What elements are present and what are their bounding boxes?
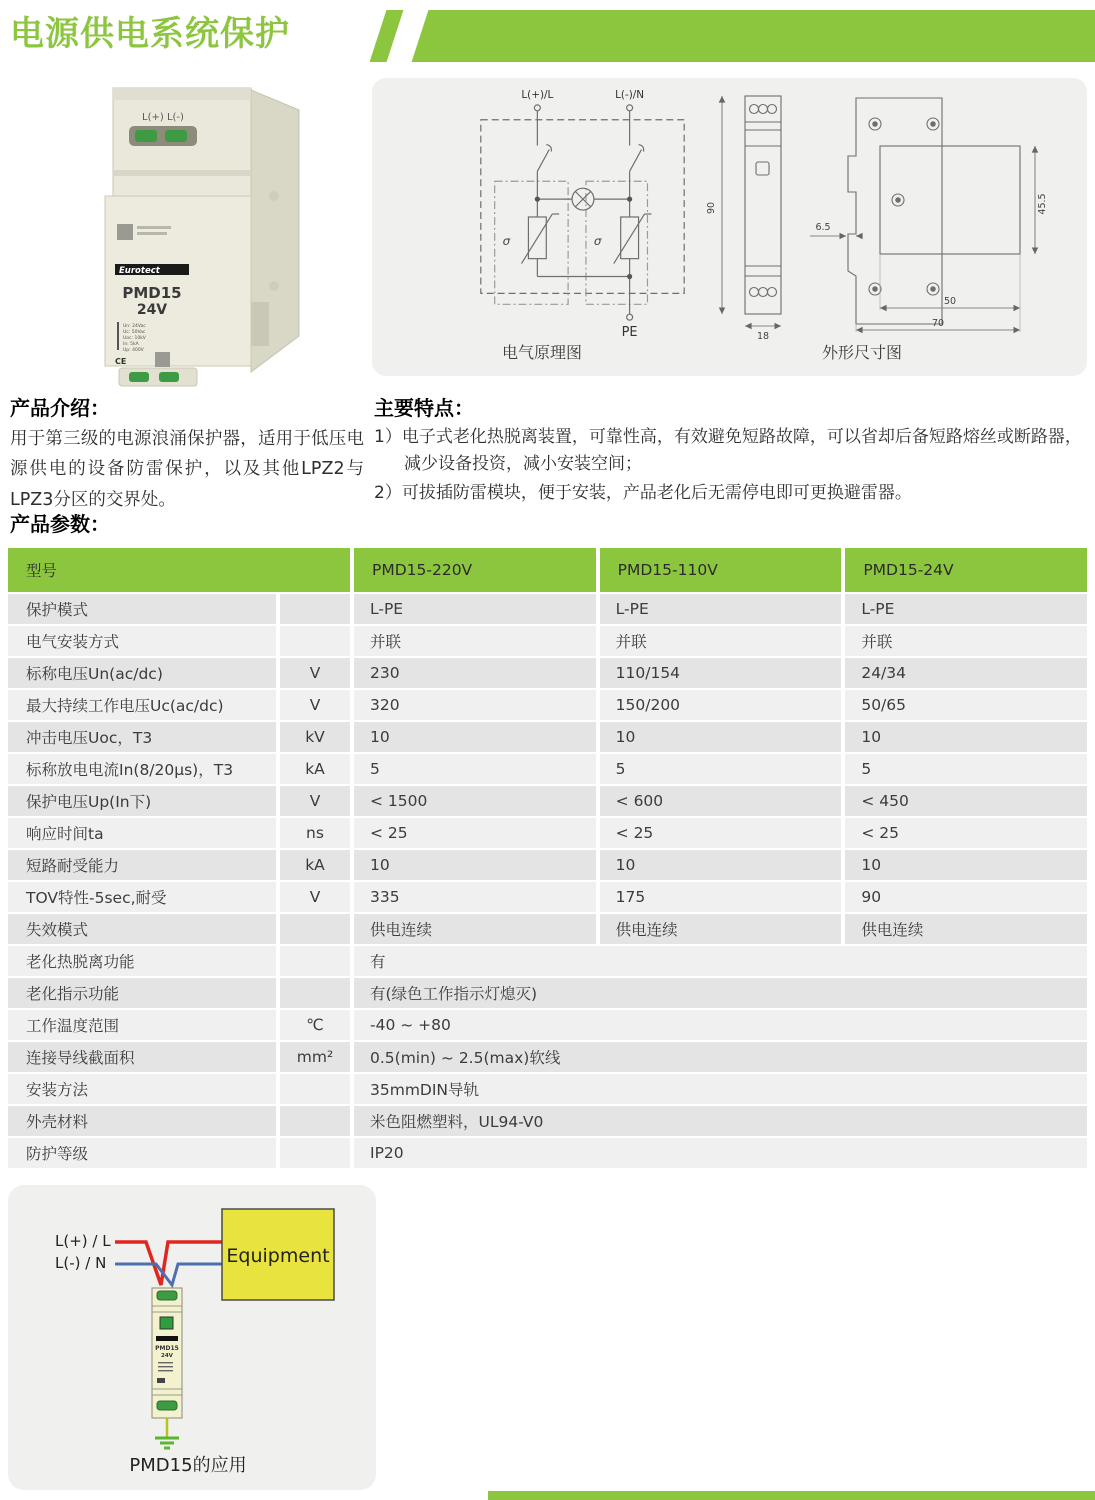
table-row-value: 110/154: [600, 658, 842, 688]
table-row-unit: ns: [280, 818, 350, 848]
page-title: 电源供电系统保护: [10, 14, 290, 54]
table-row-value: 5: [354, 754, 596, 784]
photo-spec-line: Un: 24Vac: [123, 324, 146, 329]
table-row-value: 10: [845, 722, 1087, 752]
table-row-value: 90: [845, 882, 1087, 912]
table-row-value: < 25: [600, 818, 842, 848]
table-row-label: 电气安装方式: [8, 626, 276, 656]
feature-item: 2）可拔插防雷模块，便于安装，产品老化后无需停电即可更换避雷器。: [374, 483, 912, 504]
table-row-unit: V: [280, 786, 350, 816]
table-row-value: 供电连续: [845, 914, 1087, 944]
table-row-label: 保护电压Up(In下): [8, 786, 276, 816]
table-row-value: < 600: [600, 786, 842, 816]
dim-module-height: 45.5: [1037, 193, 1048, 215]
table-row-value: 供电连续: [600, 914, 842, 944]
table-row-unit: mm²: [280, 1042, 350, 1072]
table-row-value: 有: [354, 946, 1087, 976]
product-photo: [55, 74, 345, 388]
table-row-label: 响应时间ta: [8, 818, 276, 848]
sigma-label: σ: [502, 233, 511, 248]
table-row-label: 连接导线截面积: [8, 1042, 276, 1072]
table-row-value: 10: [600, 850, 842, 880]
din-clip: [251, 302, 269, 346]
dim-module-depth: 50: [943, 296, 957, 307]
table-row-unit: kA: [280, 754, 350, 784]
table-row-unit: [280, 1106, 350, 1136]
photo-spec-line: Uoc: 10kV: [123, 336, 146, 341]
photo-terminal-labels: L(+) L(-): [142, 112, 184, 123]
table-row-value: -40 ~ +80: [354, 1010, 1087, 1040]
table-row-label: 老化热脱离功能: [8, 946, 276, 976]
dim-depth-gap: 6.5: [815, 222, 831, 233]
features-list: [374, 424, 1088, 510]
table-row-value: IP20: [354, 1138, 1087, 1168]
photo-spec-line: Uc: 50Vac: [123, 330, 146, 335]
table-header-col-3: PMD15-24V: [845, 548, 1087, 592]
wire-label-top: L(+) / L: [55, 1232, 111, 1250]
header-slash-decoration: [370, 10, 404, 62]
sigma-label: σ: [593, 233, 602, 248]
table-row-value: 10: [354, 722, 596, 752]
table-row-unit: [280, 978, 350, 1008]
table-row-unit: V: [280, 882, 350, 912]
schematic-terminal-right: L(-)/N: [615, 88, 645, 101]
table-row-label: 标称电压Un(ac/dc): [8, 658, 276, 688]
table-row-label: 老化指示功能: [8, 978, 276, 1008]
table-row-value: 320: [354, 690, 596, 720]
table-header-col-2: PMD15-110V: [600, 548, 842, 592]
table-row-value: 175: [600, 882, 842, 912]
table-row-unit: [280, 1138, 350, 1168]
schematic-caption: 电气原理图: [501, 343, 582, 362]
table-row-value: 50/65: [845, 690, 1087, 720]
table-row-value: < 1500: [354, 786, 596, 816]
equipment-label: Equipment: [226, 1245, 330, 1267]
footer-green-bar: [488, 1491, 1095, 1500]
table-row-label: 防护等级: [8, 1138, 276, 1168]
table-row-value: 10: [354, 850, 596, 880]
table-row-unit: [280, 626, 350, 656]
dim-height: 90: [706, 201, 717, 215]
table-row-value: 230: [354, 658, 596, 688]
photo-spec-line: Up: 400V: [123, 348, 144, 353]
table-row-value: < 25: [354, 818, 596, 848]
table-row-value: L-PE: [354, 594, 596, 624]
table-row-value: 0.5(min) ~ 2.5(max)软线: [354, 1042, 1087, 1072]
table-row-unit: [280, 914, 350, 944]
dim-width: 18: [756, 331, 770, 342]
table-row-value: 并联: [354, 626, 596, 656]
table-row-label: 冲击电压Uoc，T3: [8, 722, 276, 752]
application-diagram: [8, 1185, 376, 1490]
application-caption: PMD15的应用: [129, 1455, 247, 1476]
spd-device-drawing: [152, 1288, 182, 1448]
table-row-label: 短路耐受能力: [8, 850, 276, 880]
table-row-unit: [280, 946, 350, 976]
table-row-label: 外壳材料: [8, 1106, 276, 1136]
dimension-drawing: [690, 84, 1070, 344]
spd-model: PMD15: [155, 1345, 179, 1352]
table-row-unit: [280, 1074, 350, 1104]
table-row-value: 35mmDIN导轨: [354, 1074, 1087, 1104]
photo-brand: Eurotect: [119, 266, 160, 276]
table-row-label: TOV特性-5sec,耐受: [8, 882, 276, 912]
outline-caption: 外形尺寸图: [821, 343, 902, 362]
wire-blue: [115, 1264, 222, 1285]
table-row-value: 并联: [600, 626, 842, 656]
params-heading: 产品参数：: [10, 512, 110, 536]
table-row-value: 24/34: [845, 658, 1087, 688]
table-row-unit: V: [280, 690, 350, 720]
header-green-band: [412, 10, 1095, 62]
table-row-unit: ℃: [280, 1010, 350, 1040]
table-header-model: 型号: [8, 548, 350, 592]
table-row-label: 失效模式: [8, 914, 276, 944]
table-header-col-1: PMD15-220V: [354, 548, 596, 592]
application-panel: [8, 1185, 376, 1490]
schematic-terminal-left: L(+)/L: [521, 88, 554, 101]
table-row-label: 安装方法: [8, 1074, 276, 1104]
pe-label: PE: [621, 325, 638, 341]
table-row-value: < 25: [845, 818, 1087, 848]
table-row-unit: kV: [280, 722, 350, 752]
table-row-value: 供电连续: [354, 914, 596, 944]
table-row-value: 有(绿色工作指示灯熄灭): [354, 978, 1087, 1008]
photo-model: PMD15: [122, 284, 182, 302]
table-row-value: L-PE: [845, 594, 1087, 624]
table-row-value: L-PE: [600, 594, 842, 624]
table-row-value: 10: [600, 722, 842, 752]
table-row-label: 最大持续工作电压Uc(ac/dc): [8, 690, 276, 720]
qr-code: [117, 224, 133, 240]
wire-label-bottom: L(-) / N: [55, 1254, 107, 1272]
table-row-value: 10: [845, 850, 1087, 880]
diagram-panel: [372, 78, 1087, 376]
ce-mark: CE: [115, 357, 127, 366]
params-table: [8, 548, 1087, 1168]
table-row-label: 保护模式: [8, 594, 276, 624]
table-row-unit: V: [280, 658, 350, 688]
table-row-label: 标称放电电流In(8/20μs)，T3: [8, 754, 276, 784]
intro-heading: 产品介绍：: [10, 396, 110, 420]
table-row-value: 5: [600, 754, 842, 784]
dim-total-depth: 70: [931, 318, 945, 329]
photo-spec-line: In: 5kA: [123, 342, 139, 347]
table-row-value: 335: [354, 882, 596, 912]
table-row-unit: kA: [280, 850, 350, 880]
features-heading: 主要特点：: [374, 396, 474, 420]
table-row-value: < 450: [845, 786, 1087, 816]
spd-voltage: 24V: [161, 1353, 173, 1359]
intro-body: 用于第三级的电源浪涌保护器，适用于低压电源供电的设备防雷保护，以及其他LPZ2与LPZ3分区的交界处。: [10, 429, 364, 510]
qr-code-2: [155, 352, 170, 367]
photo-voltage: 24V: [136, 302, 168, 318]
table-row-value: 并联: [845, 626, 1087, 656]
feature-item: 1）电子式老化热脱离装置，可靠性高，有效避免短路故障，可以省却后备短路熔丝或断路器，减少设备投资，减小安装空间；: [374, 427, 1082, 475]
table-row-value: 米色阻燃塑料，UL94-V0: [354, 1106, 1087, 1136]
table-row-value: 5: [845, 754, 1087, 784]
table-row-unit: [280, 594, 350, 624]
electrical-schematic: [457, 88, 707, 341]
table-row-value: 150/200: [600, 690, 842, 720]
table-row-label: 工作温度范围: [8, 1010, 276, 1040]
